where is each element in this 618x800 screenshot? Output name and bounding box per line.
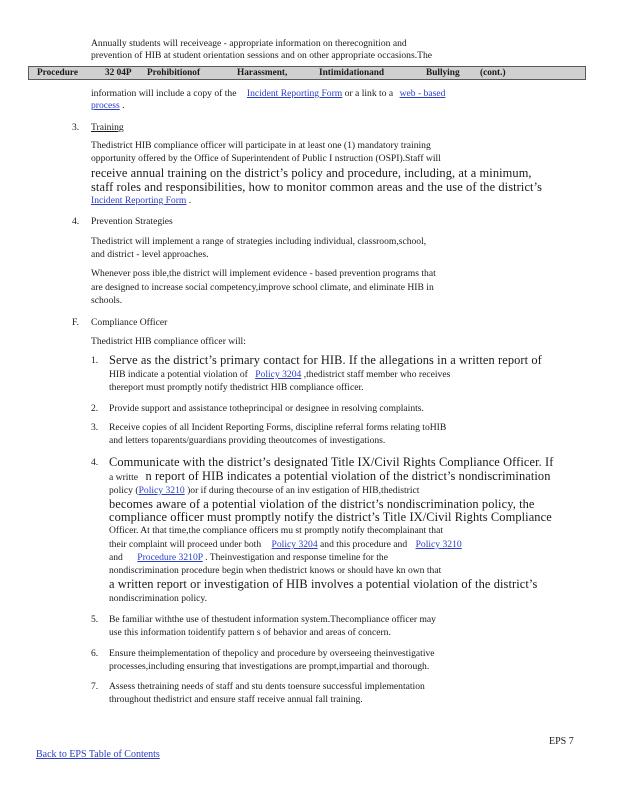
item-7-line-1: Assess thetraining needs of staff and stu dents toensure successful implementation bbox=[109, 681, 425, 692]
prevention-line-3: Whenever poss ible,the district will implement evidence - based prevention programs that bbox=[91, 268, 436, 279]
item-3-line-2: and letters toparents/guardians providing theoutcomes of investigations. bbox=[109, 435, 386, 446]
item-1-line-2-pre: HIB indicate a potential violation of bbox=[109, 369, 248, 380]
procedure-3210p-link[interactable]: Procedure 3210P bbox=[137, 552, 203, 563]
item-4-line-1: Communicate with the district’s designated Title IX/Civil Rights Compliance Officer. If bbox=[109, 455, 554, 469]
item-4-line-10: a written report or investigation of HIB involves a potential violation of the district’s bbox=[109, 577, 538, 591]
item-6-line-1: Ensure theimplementation of thepolicy and procedure by overseeing theinvestigative bbox=[109, 648, 435, 659]
policy-3204-link[interactable]: Policy 3204 bbox=[255, 369, 302, 380]
compliance-heading: Compliance Officer bbox=[91, 317, 168, 328]
item-4-line-7-pre: their complaint will proceed under both bbox=[109, 539, 262, 550]
item-4-line-4: becomes aware of a potential violation of the district’s nondiscrimination policy, the bbox=[109, 497, 535, 511]
item-4-number: 4. bbox=[91, 457, 99, 468]
back-to-toc-link[interactable]: Back to EPS Table of Contents bbox=[36, 749, 160, 760]
training-line-2: opportunity offered by the Office of Superintendent of Public I nstruction (OSPI).Staff will bbox=[91, 153, 441, 164]
training-line-1: Thedistrict HIB compliance officer will participate in at least one (1) mandatory training bbox=[91, 140, 431, 151]
item-2-line-1: Provide support and assistance totheprincipal or designee in resolving complaints. bbox=[109, 403, 424, 414]
item-4-line-2-b: n report of HIB indicates a potential violation of the district’s nondiscrimination bbox=[145, 469, 551, 483]
item-4-line-6: Officer. At that time,the compliance officers mu st promptly notify thecomplainant that bbox=[109, 525, 444, 536]
item-1-line-3: thereport must promptly notify thedistrict HIB compliance officer. bbox=[109, 382, 364, 393]
item-7-line-2: throughout thedistrict and ensure staff receive annual fall training. bbox=[109, 694, 363, 705]
band-title-word-2: Harassment, bbox=[237, 68, 288, 78]
item-4-line-3-pre: policy ( bbox=[109, 485, 139, 496]
policy-3204-link-2[interactable]: Policy 3204 bbox=[271, 539, 318, 550]
prevention-line-2: and district - level approaches. bbox=[91, 249, 209, 260]
prevention-heading: Prevention Strategies bbox=[91, 216, 173, 227]
intro2-post-text: . bbox=[119, 100, 125, 111]
intro2-text: information will include a copy of the bbox=[91, 88, 237, 99]
incident-reporting-form-link[interactable]: Incident Reporting Form bbox=[246, 88, 343, 99]
band-procedure-code: 32 04P bbox=[105, 68, 132, 78]
item-6-line-2: processes,including ensuring that investigations are prompt,impartial and thorough. bbox=[109, 661, 430, 672]
item-4-line-8-pre: and bbox=[109, 552, 123, 563]
item-4-line-3-post: )or if during thecourse of an inv estigation of HIB,thedistrict bbox=[184, 485, 420, 496]
policy-3210-link[interactable]: Policy 3210 bbox=[138, 485, 185, 496]
item-4-line-8-post: . Theinvestigation and response timeline for the bbox=[202, 552, 388, 563]
intro-line-1: Annually students will receiveage - appropriate information on therecognition and bbox=[91, 38, 407, 49]
prevention-number: 4. bbox=[72, 216, 80, 227]
page-number: EPS 7 bbox=[549, 736, 574, 747]
item-1-line-2-post: ,thedistrict staff member who receives bbox=[301, 369, 451, 380]
item-4-line-5: compliance officer must promptly notify the district’s Title IX/Civil Rights Compliance bbox=[109, 510, 552, 524]
band-procedure-label: Procedure bbox=[37, 68, 78, 78]
band-title-word-3: Intimidationand bbox=[319, 68, 385, 78]
item-1-number: 1. bbox=[91, 355, 99, 366]
procedure-header-band bbox=[28, 66, 586, 80]
intro2-line-1 bbox=[91, 88, 445, 100]
intro-line-2: prevention of HIB at student orientation sessions and on other appropriate occasions.The bbox=[91, 50, 433, 61]
item-5-line-2: use this information toidentify pattern s of behavior and areas of concern. bbox=[109, 627, 391, 638]
item-4-line-9: nondiscrimination procedure begin when thedistrict knows or should have kn own that bbox=[109, 565, 442, 576]
item-1-line-2 bbox=[109, 369, 450, 381]
item-4-line-3 bbox=[109, 485, 419, 497]
policy-3210-link-2[interactable]: Policy 3210 bbox=[415, 539, 462, 550]
web-based-link[interactable]: web - based bbox=[399, 88, 446, 99]
item-6-number: 6. bbox=[91, 648, 99, 659]
training-line-5-post: . bbox=[186, 195, 192, 206]
item-5-line-1: Be familiar withthe use of thestudent information system.Thecompliance officer may bbox=[109, 614, 436, 625]
process-link[interactable]: process bbox=[91, 100, 120, 111]
prevention-line-4: are designed to increase social competency,improve school climate, and eliminate HIB in bbox=[91, 282, 434, 293]
band-title-word-1: Prohibitionof bbox=[147, 68, 201, 78]
item-4-line-11: nondiscrimination policy. bbox=[109, 593, 207, 604]
training-number: 3. bbox=[72, 122, 80, 133]
item-1-line-1: Serve as the district’s primary contact for HIB. If the allegations in a written report of bbox=[109, 353, 542, 367]
band-title-word-4: Bullying bbox=[426, 68, 460, 78]
item-4-line-2 bbox=[109, 469, 551, 484]
intro2-mid-text: or a link to a bbox=[344, 88, 394, 99]
training-line-3: receive annual training on the district’s policy and procedure, including, at a minimum, bbox=[91, 166, 532, 180]
prevention-line-5: schools. bbox=[91, 295, 123, 306]
compliance-letter: F. bbox=[72, 317, 79, 328]
compliance-lead: Thedistrict HIB compliance officer will: bbox=[91, 336, 246, 347]
intro2-line-2 bbox=[91, 100, 125, 112]
prevention-line-1: Thedistrict will implement a range of strategies including individual, classroom,school, bbox=[91, 236, 427, 247]
item-3-line-1: Receive copies of all Incident Reporting Forms, discipline referral forms relating toHIB bbox=[109, 422, 447, 433]
training-heading: Training bbox=[91, 122, 124, 133]
item-4-line-2-a: a writte bbox=[109, 472, 139, 483]
item-4-line-8 bbox=[109, 552, 388, 564]
item-5-number: 5. bbox=[91, 614, 99, 625]
item-7-number: 7. bbox=[91, 681, 99, 692]
training-line-4: staff roles and responsibilities, how to monitor common areas and the use of the district’s bbox=[91, 180, 543, 194]
item-4-line-7 bbox=[109, 539, 462, 551]
training-incident-form-link[interactable]: Incident Reporting Form bbox=[91, 195, 187, 206]
item-2-number: 2. bbox=[91, 403, 99, 414]
item-3-number: 3. bbox=[91, 422, 99, 433]
training-line-5 bbox=[91, 195, 191, 207]
item-4-line-7-mid: and this procedure and bbox=[317, 539, 408, 550]
band-cont-label: (cont.) bbox=[480, 68, 506, 78]
